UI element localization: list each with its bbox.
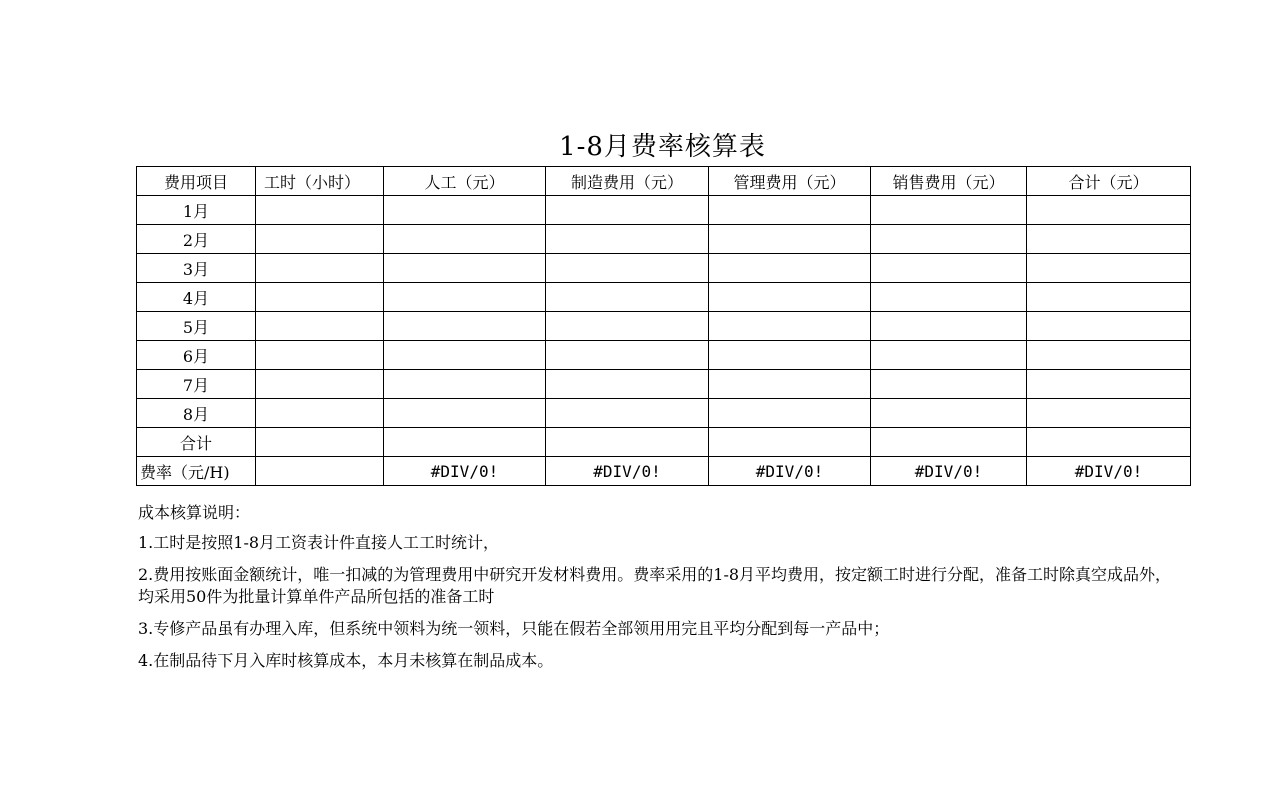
row-label: 6月 <box>137 341 256 370</box>
note-item-4: 4.在制品待下月入库时核算成本，本月未核算在制品成本。 <box>138 651 554 670</box>
table-cell[interactable] <box>871 370 1027 399</box>
header-labor: 人工（元） <box>384 167 546 196</box>
table-row <box>137 312 1191 341</box>
table-cell[interactable] <box>871 196 1027 225</box>
notes-heading: 成本核算说明： <box>138 503 251 522</box>
table-cell[interactable] <box>384 254 546 283</box>
row-label: 8月 <box>137 399 256 428</box>
table-cell[interactable] <box>871 283 1027 312</box>
table-cell[interactable] <box>384 399 546 428</box>
table-cell[interactable] <box>384 370 546 399</box>
table-cell[interactable] <box>256 341 384 370</box>
cost-rate-table <box>136 166 1191 486</box>
table-cell[interactable]: #DIV/0! <box>384 457 546 486</box>
row-label: 5月 <box>137 312 256 341</box>
table-row <box>137 341 1191 370</box>
table-cell[interactable]: #DIV/0! <box>1027 457 1191 486</box>
table-cell[interactable] <box>546 254 709 283</box>
table-cell[interactable] <box>871 312 1027 341</box>
table-cell[interactable] <box>709 341 871 370</box>
table-cell[interactable] <box>256 399 384 428</box>
table-row <box>137 283 1191 312</box>
table-cell[interactable] <box>1027 283 1191 312</box>
table-cell[interactable] <box>709 225 871 254</box>
table-cell[interactable] <box>384 283 546 312</box>
table-cell[interactable] <box>256 457 384 486</box>
table-cell[interactable] <box>256 428 384 457</box>
table-row <box>137 225 1191 254</box>
table-cell[interactable] <box>384 196 546 225</box>
table-cell[interactable] <box>256 254 384 283</box>
table-cell[interactable] <box>871 254 1027 283</box>
table-body <box>137 196 1191 486</box>
header-total: 合计（元） <box>1027 167 1191 196</box>
table-cell[interactable] <box>1027 341 1191 370</box>
table-cell[interactable] <box>1027 312 1191 341</box>
table-cell[interactable] <box>256 196 384 225</box>
page-title: 1-8月费率核算表 <box>559 132 766 162</box>
table-cell[interactable] <box>871 399 1027 428</box>
table-cell[interactable]: #DIV/0! <box>546 457 709 486</box>
table-cell[interactable] <box>871 225 1027 254</box>
table-cell[interactable] <box>384 312 546 341</box>
table-row <box>137 370 1191 399</box>
table-row <box>137 428 1191 457</box>
header-management: 管理费用（元） <box>709 167 871 196</box>
row-label: 2月 <box>137 225 256 254</box>
table-cell[interactable] <box>709 370 871 399</box>
table-cell[interactable] <box>709 254 871 283</box>
notes-section <box>138 502 1183 682</box>
note-item-3: 3.专修产品虽有办理入库，但系统中领料为统一领料，只能在假若全部领用用完且平均分配到每一产品中； <box>138 619 890 638</box>
table-row <box>137 196 1191 225</box>
header-manufacturing: 制造费用（元） <box>546 167 709 196</box>
table-cell[interactable] <box>384 341 546 370</box>
table-cell[interactable] <box>546 312 709 341</box>
table-cell[interactable] <box>709 399 871 428</box>
table-cell[interactable] <box>1027 196 1191 225</box>
row-label: 合计 <box>137 428 256 457</box>
table-cell[interactable] <box>546 283 709 312</box>
table-cell[interactable] <box>709 196 871 225</box>
table-cell[interactable] <box>546 341 709 370</box>
table-cell[interactable] <box>256 312 384 341</box>
table-cell[interactable] <box>871 428 1027 457</box>
table-cell[interactable] <box>1027 225 1191 254</box>
table-cell[interactable] <box>709 312 871 341</box>
table-row <box>137 254 1191 283</box>
table-cell[interactable] <box>709 428 871 457</box>
note-item-2: 2.费用按账面金额统计，唯一扣减的为管理费用中研究开发材料费用。费率采用的1-8月平均费用，按定额工时进行分配，准备工时除真空成品外，均采用50件为批量计算单件产品所包括的准备工时 <box>138 565 1172 606</box>
table-cell[interactable] <box>1027 428 1191 457</box>
table-cell[interactable] <box>546 428 709 457</box>
table-cell[interactable] <box>871 341 1027 370</box>
table-cell[interactable] <box>256 370 384 399</box>
table-cell[interactable] <box>546 225 709 254</box>
table-cell[interactable] <box>256 283 384 312</box>
row-label: 7月 <box>137 370 256 399</box>
table-row <box>137 399 1191 428</box>
note-item-1: 1.工时是按照1-8月工资表计件直接人工工时统计， <box>138 533 500 552</box>
table-cell[interactable] <box>384 428 546 457</box>
table-cell[interactable] <box>546 399 709 428</box>
table-cell[interactable]: #DIV/0! <box>871 457 1027 486</box>
rate-row <box>137 457 1191 486</box>
table-cell[interactable] <box>1027 254 1191 283</box>
table-cell[interactable] <box>546 196 709 225</box>
table-cell[interactable] <box>256 225 384 254</box>
header-sales: 销售费用（元） <box>871 167 1027 196</box>
table-cell[interactable] <box>1027 399 1191 428</box>
row-label: 费率（元/H) <box>137 457 256 486</box>
row-label: 1月 <box>137 196 256 225</box>
row-label: 4月 <box>137 283 256 312</box>
table-cell[interactable]: #DIV/0! <box>709 457 871 486</box>
row-label: 3月 <box>137 254 256 283</box>
table-cell[interactable] <box>546 370 709 399</box>
table-cell[interactable] <box>709 283 871 312</box>
table-cell[interactable] <box>384 225 546 254</box>
header-hours: 工时（小时） <box>256 167 384 196</box>
header-expense-item: 费用项目 <box>137 167 256 196</box>
table-cell[interactable] <box>1027 370 1191 399</box>
table-header-row <box>137 167 1191 196</box>
